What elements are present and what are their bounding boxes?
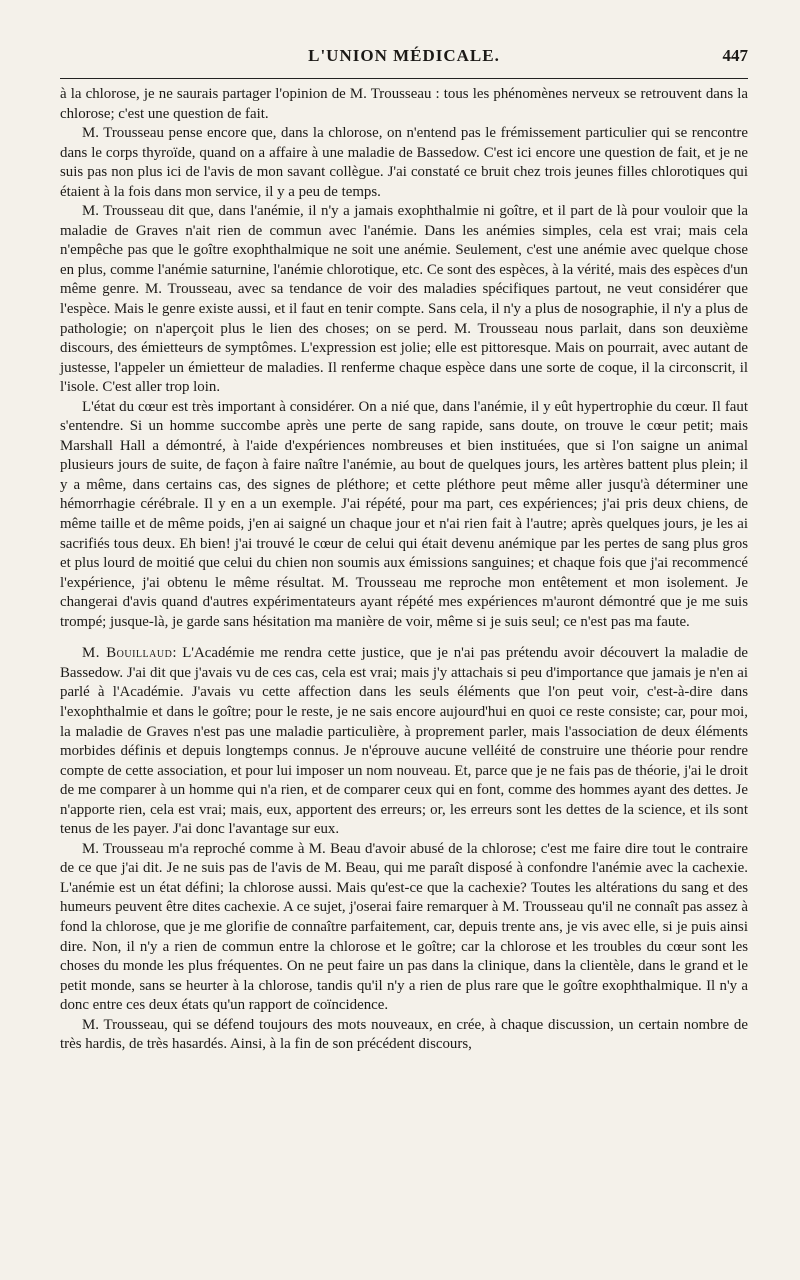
article-body xyxy=(60,85,748,1055)
paragraph-3-text: M. Trousseau dit que, dans l'anémie, il n'y a jamais exophthalmie ni goître, et il part de là pour vouloir que la maladie de Graves n'ait rien de commun avec l'anémie. Dans les anémies simples, cela est vrai; mais cela n'empêche pas que le goître exophthalmique ne soit une anémie. Seulement, c'est une anémie avec quelque chose en plus, comme l'anémie saturnine, l'anémie chlorotique, etc. Ce sont des espèces, à la vérité, mais des espèces d'un même genre. M. Trousseau, avec sa tendance de voir des maladies spécifiques partout, ne veut considérer que l'espèce. Mais le genre existe aussi, et il faut en tenir compte. Sans cela, il n'y a plus de nosographie, il n'y a plus de pathologie; on n'aperçoit plus le lien des choses; on se perd. M. Trousseau nous parlait, dans son deuxième discours, des émietteurs de symptômes. L'expression est jolie; elle est pittoresque. Mais on pourrait, avec autant de justesse, l'appeler un émietteur de maladies. Il renferme chaque espèce dans une sorte de coque, il la circonscrit, il l'isole. C'est aller trop loin. xyxy=(60,203,748,396)
speaker-name: M. Bouillaud xyxy=(82,645,173,662)
paragraph-6 xyxy=(60,840,748,1016)
paragraph-5 xyxy=(60,644,748,839)
paragraph-1 xyxy=(60,85,748,124)
page-header xyxy=(60,42,748,72)
page-number: 447 xyxy=(722,46,748,65)
paragraph-2-text: M. Trousseau pense encore que, dans la chlorose, on n'entend pas le frémissement particulier qui se rencontre dans le corps thyroïde, quand on a affaire à une maladie de Bassedow. C'est ici encore une question de fait, et je ne suis pas non plus ici de l'avis de mon savant collègue. J'ai constaté ce bruit chez trois jeunes filles chlorotiques qui étaient à la fois dans mon service, il y a peu de temps. xyxy=(60,125,748,200)
paragraph-2 xyxy=(60,124,748,202)
paragraph-7-text: M. Trousseau, qui se défend toujours des mots nouveaux, en crée, à chaque discussion, un certain nombre de très hardis, de très hasardés. Ainsi, à la fin de son précédent discours, xyxy=(60,1016,748,1053)
paragraph-6-text: M. Trousseau m'a reproché comme à M. Beau d'avoir abusé de la chlorose; c'est me faire dire tout le contraire de ce que j'ai dit. Je ne suis pas de l'avis de M. Beau, qui me paraît disposé à confondre l'anémie avec la cachexie. L'anémie est un état défini; la chlorose aussi. Mais qu'est-ce que la cachexie? Toutes les altérations du sang et des humeurs peuvent être dites cachexie. A ce sujet, j'oserai faire remarquer à M. Trousseau qu'il ne connaît pas assez à fond la chlorose, que je me glorifie de connaître parfaitement, car, depuis trente ans, je vis avec elle, si je puis ainsi dire. Non, il n'y a rien de commun entre la chlorose et le goître; car la chlorose et les troubles du cœur sont les choses du monde les plus fréquentes. On ne peut faire un pas dans la clinique, dans la clientèle, dans le grand et le petit monde, sans se heurter à la chlorose, tandis qu'il n'y a rien de plus rare que le goître exophthalmique. Il n'y a donc entre ces deux états qu'un rapport de coïncidence. xyxy=(60,840,748,1014)
paragraph-4 xyxy=(60,398,748,633)
running-title: L'UNION MÉDICALE. xyxy=(308,46,500,65)
paragraph-7 xyxy=(60,1016,748,1055)
header-rule xyxy=(60,78,748,79)
paragraph-5-text: : L'Académie me rendra cette justice, que je n'ai pas prétendu avoir découvert la maladie de Bassedow. J'ai dit que j'avais vu de ces cas, cela est vrai; mais j'y attachais si peu d'importance que jamais je n'en ai parlé à l'Académie. J'avais vu cette affection dans les seuls éléments que l'on peut voir, c'est-à-dire dans l'exophthalmie et dans le goître; pour le reste, je ne sais encore aujourd'hui en quoi ce reste consiste; car, pour moi, la maladie de Graves n'est pas une maladie particulière, à proprement parler, mais l'association de deux éléments morbides définis et depuis longtemps connus. Je n'éprouve aucune velléité de construire une théorie pour rendre compte de cette association, et pour lui imposer un nom nouveau. Et, parce que je ne fais pas de théorie, j'ai le droit de me comparer à un homme qui n'a rien, et de comparer ceux qui en font, comme des hommes ayant des dettes. Je n'apporte rien, cela est vrai; mais, eux, apportent des erreurs; or, les erreurs sont les dettes de la science, et ils sont tenus de les payer. J'ai donc l'avantage sur eux. xyxy=(60,645,748,838)
paragraph-4-text: L'état du cœur est très important à considérer. On a nié que, dans l'anémie, il y eût hypertrophie du cœur. Il faut s'entendre. Si un homme succombe après une perte de sang rapide, sans doute, on trouve le cœur petit; mais Marshall Hall a démontré, à l'aide d'expériences nombreuses et bien instituées, que si l'on saigne un animal plusieurs jours de suite, de façon à faire naître l'anémie, au bout de quelques jours, les artères battent plus plein; il y a même, dans certains cas, des signes de pléthore; et cette pléthore peut même aller jusqu'à déterminer une hémorrhagie cérébrale. Il y en a un exemple. J'ai répété, pour ma part, ces expériences; j'ai pris deux chiens, de même taille et de même poids, j'en ai saigné un chaque jour et n'ai rien fait à l'autre; après quelques jours, je les ai sacrifiés tous deux. Eh bien! j'ai trouvé le cœur de celui qui était devenu anémique par les pertes de sang plus gros et plus lourd de moitié que celui du chien non soumis aux émissions sanguines; et chaque fois que j'ai recommencé l'expérience, j'ai obtenu le même résultat. M. Trousseau me reproche mon entêtement et mon isolement. Je changerai d'avis quand d'autres expérimentateurs ayant répété mes expériences m'auront démontré que je me suis trompé; jusque-là, je garde sans hésitation ma manière de voir, même si je suis seul; ce n'est pas ma faute. xyxy=(60,398,748,630)
paragraph-3 xyxy=(60,202,748,397)
paragraph-1-text: à la chlorose, je ne saurais partager l'opinion de M. Trousseau : tous les phénomènes nerveux se retrouvent dans la chlorose; c'est une question de fait. xyxy=(60,86,748,122)
